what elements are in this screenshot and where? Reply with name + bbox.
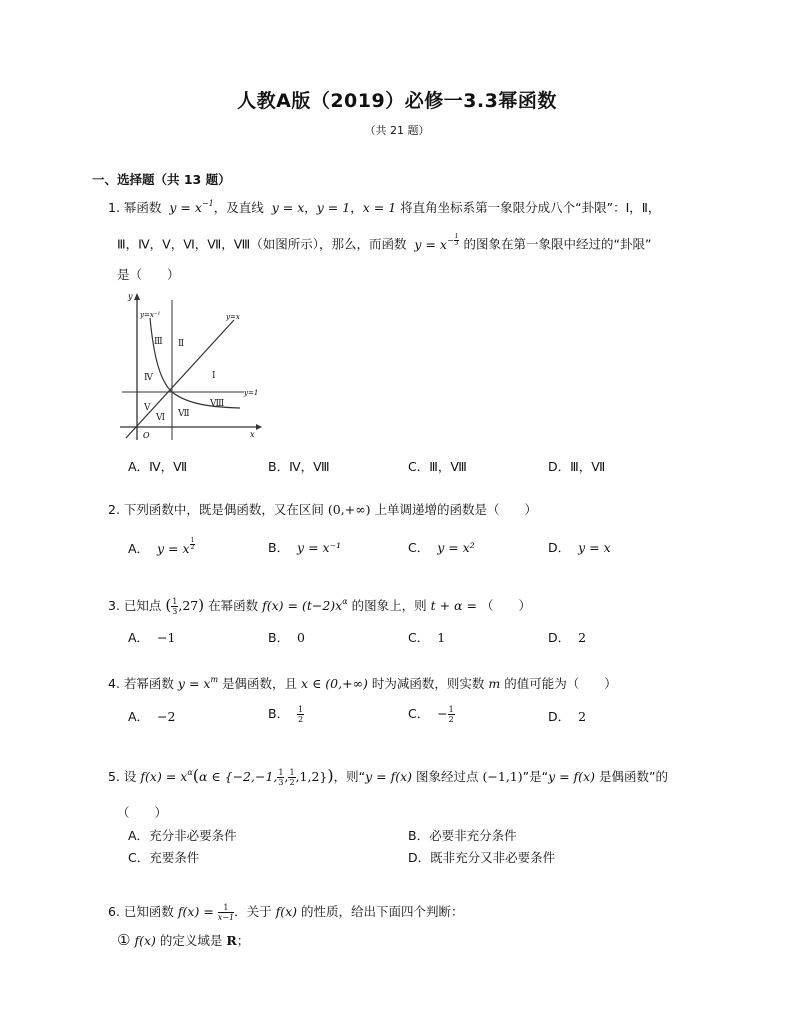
- page-title: 人教A版（2019）必修一3.3幂函数: [237, 90, 557, 112]
- q5-option-c[interactable]: C．充要条件: [128, 850, 200, 865]
- h-line-label: y=1: [244, 389, 259, 397]
- x-axis-arrow: [256, 424, 262, 430]
- region-7: Ⅶ: [178, 409, 190, 419]
- q5-line2: （ ）: [117, 805, 168, 820]
- y-axis-arrow: [134, 293, 140, 300]
- line-y-equals-x: [126, 320, 234, 438]
- q3-option-c[interactable]: C． 1: [408, 630, 446, 645]
- q1-option-d[interactable]: D．Ⅲ，Ⅶ: [548, 459, 606, 474]
- q6-item1: ① f(x) 的定义域是 R；: [117, 931, 250, 949]
- q2-option-d[interactable]: D． y = x: [548, 540, 611, 555]
- q4-option-d[interactable]: D． 2: [548, 709, 587, 724]
- region-2: Ⅱ: [178, 339, 185, 349]
- region-8: Ⅷ: [210, 399, 225, 409]
- q5-option-a[interactable]: A．充分非必要条件: [128, 828, 237, 843]
- q1-option-a[interactable]: A．Ⅳ，Ⅶ: [128, 459, 188, 474]
- q2-option-c[interactable]: C． y = x²: [408, 540, 475, 555]
- q4-option-c[interactable]: C． − $\frac{1}{2}$: [408, 705, 454, 724]
- q1-line1: 1. 幂函数 $y = x^{-1}$，及直线 y = x，y = 1，x = 1 将直角坐标系第一象限分成八个“卦限”：Ⅰ，Ⅱ，: [108, 199, 661, 215]
- q2-option-a[interactable]: A． y = x $^{\frac{1}{2}}$: [128, 537, 195, 556]
- q4-option-b[interactable]: B． $\frac{1}{2}$: [268, 705, 304, 724]
- q5-option-b[interactable]: B．必要非充分条件: [408, 828, 517, 843]
- q2-option-b[interactable]: B． y = x⁻¹: [268, 540, 342, 555]
- region-3: Ⅲ: [154, 337, 163, 347]
- q3-option-b[interactable]: B． 0: [268, 630, 305, 645]
- q2-stem: 2. 下列函数中，既是偶函数，又在区间 (0,+∞) 上单调递增的函数是（ ）: [108, 502, 537, 517]
- q5-stem: 5. 设 $f(x) = x^\alpha(\alpha$ ∈ {−2,−1, $\frac{1}{3}$ , $\frac{1}{2}$ ,1,2})，则“y = f(x) 图象经过点 (−1,1)”是“y = f(x) 是偶函数”的: [108, 766, 668, 787]
- question-count: （共 21 题）: [364, 124, 430, 137]
- x-axis-label: x: [250, 430, 255, 439]
- region-1: Ⅰ: [212, 371, 216, 381]
- q6-stem: 6. 已知函数 f(x) = $\frac{1}{x-1}$ ．关于 f(x) 的性质，给出下面四个判断：: [108, 903, 464, 922]
- region-6: Ⅵ: [156, 413, 166, 423]
- section-heading: 一、选择题（共 13 题）: [92, 172, 231, 187]
- q3-option-a[interactable]: A． −1: [128, 630, 176, 645]
- line-label: y=x: [226, 313, 240, 321]
- region-5: Ⅴ: [144, 403, 151, 413]
- q4-stem: 4. 若幂函数 $y = x^m$ 是偶函数，且 x ∈ (0,+∞) 时为减函数，则实数 m 的值可能为（ ）: [108, 675, 617, 691]
- origin-label: O: [143, 431, 150, 440]
- y-axis-label: y: [128, 292, 133, 301]
- curve-label: y=x⁻¹: [140, 311, 161, 319]
- q3-stem: 3. 已知点 ( $\frac{1}{3}$ ,27) 在幂函数 $f(x) = (t-2)x^\alpha$ 的图象上，则 t + α = （ ）: [108, 596, 531, 616]
- region-4: Ⅳ: [144, 373, 153, 383]
- q1-graph: [116, 290, 266, 445]
- q1-option-b[interactable]: B．Ⅳ，Ⅷ: [268, 459, 330, 474]
- q1-line2: Ⅲ，Ⅳ，Ⅴ，Ⅵ，Ⅶ，Ⅷ（如图所示），那么，而函数 $y = x^{- \frac{1}{3}}$ 的图象在第一象限中经过的“卦限”: [117, 233, 652, 252]
- q5-option-d[interactable]: D．既非充分又非必要条件: [408, 850, 556, 865]
- q1-option-c[interactable]: C．Ⅲ，Ⅷ: [408, 459, 467, 474]
- q3-option-d[interactable]: D． 2: [548, 630, 587, 645]
- q4-option-a[interactable]: A． −2: [128, 709, 176, 724]
- q1-line3: 是（ ）: [117, 267, 180, 282]
